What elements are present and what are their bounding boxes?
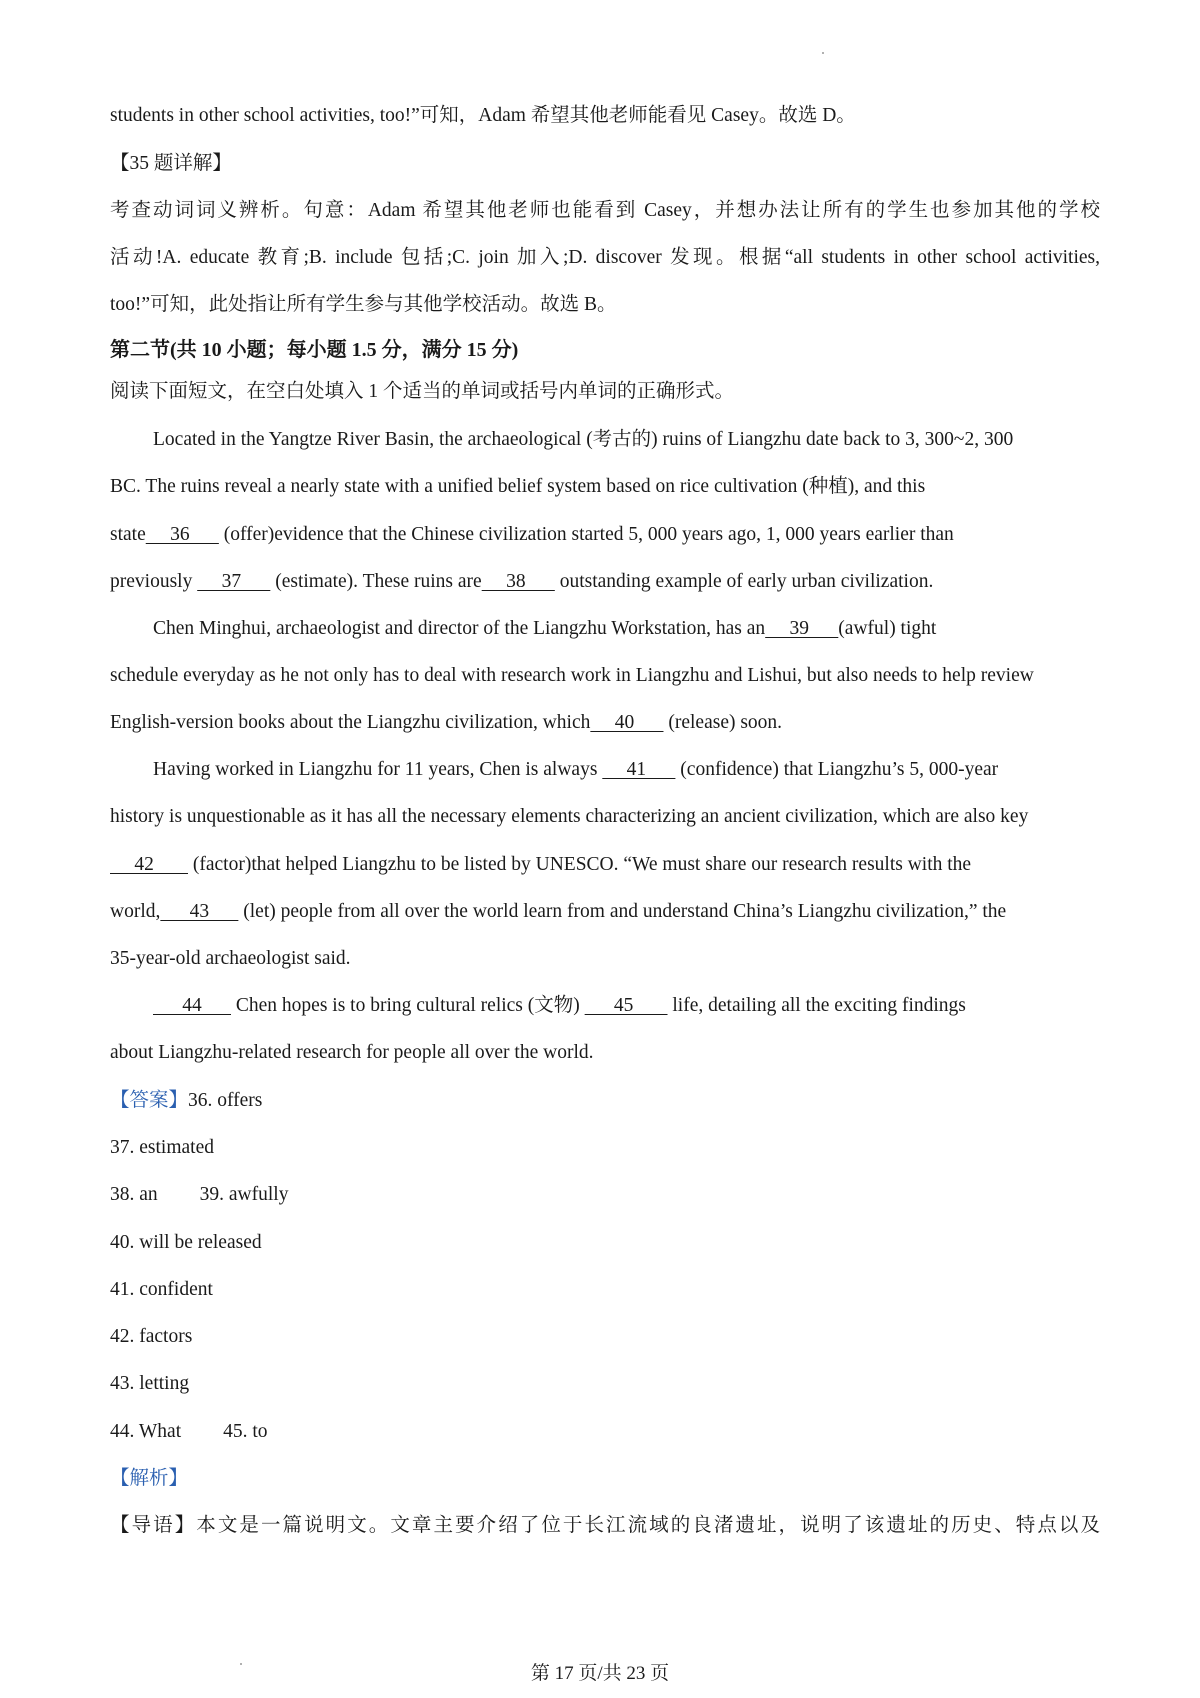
page-footer: 第 17 页/共 23 页	[530, 1663, 670, 1684]
passage-p2-line-1	[153, 617, 936, 641]
text-fragment: (estimate). These ruins are	[270, 571, 482, 592]
guide-line	[110, 1514, 1100, 1538]
answer-37: 37. estimated	[110, 1137, 214, 1158]
passage-p1-line-4	[110, 570, 933, 594]
text-fragment: (let) people from all over the world learn from and understand China’s Liangzhu civilization,” the	[238, 901, 1007, 922]
blank-45: 45	[584, 995, 668, 1016]
text-fragment: (offer)evidence that the Chinese civilization started 5, 000 years ago, 1, 000 years earlier than	[218, 524, 954, 545]
text-fragment: outstanding example of early urban civilization.	[554, 571, 934, 592]
answer-38: 38. an	[110, 1184, 158, 1205]
answer-40: 40. will be released	[110, 1232, 262, 1253]
text-fragment: life, detailing all the exciting findings	[667, 995, 966, 1016]
passage-p3-line-1	[153, 758, 998, 782]
text-fragment: Chen Minghui, archaeologist and director of the Liangzhu Workstation, has an	[153, 618, 766, 639]
passage-p1-line-2: BC. The ruins reveal a nearly state with a unified belief system based on rice cultivation (种植), and this	[110, 476, 926, 497]
text-fragment: world,	[110, 901, 161, 922]
answer-44: 44. What	[110, 1421, 182, 1442]
passage-p3-line-4	[110, 900, 1006, 924]
section-instruction: 阅读下面短文，在空白处填入 1 个适当的单词或括号内单词的正确形式。	[110, 381, 735, 402]
passage-p1-line-1: Located in the Yangtze River Basin, the archaeological (考古的) ruins of Liangzhu date back to 3, 300~2, 300	[153, 429, 1014, 450]
answer-38-39-line	[110, 1183, 288, 1207]
guide-label: 【导语】	[110, 1515, 197, 1536]
blank-37: 37	[197, 571, 271, 592]
answer-45: 45. to	[223, 1421, 268, 1442]
blank-38: 38	[481, 571, 555, 592]
blank-42: 42	[110, 854, 188, 875]
blank-44: 44	[153, 995, 231, 1016]
passage-p3-line-2: history is unquestionable as it has all the necessary elements characterizing an ancient civilization, which are also key	[110, 806, 1029, 827]
text-fragment: English-version books about the Liangzhu civilization, which	[110, 712, 591, 733]
answers-line	[110, 1089, 262, 1113]
blank-36: 36	[145, 524, 219, 545]
answer-41: 41. confident	[110, 1279, 213, 1300]
blank-43: 43	[160, 901, 239, 922]
prev-answer-line: students in other school activities, too!”可知，Adam 希望其他老师能看见 Casey。故选 D。	[110, 105, 856, 126]
answer-39: 39. awfully	[199, 1184, 289, 1205]
guide-text: 本文是一篇说明文。文章主要介绍了位于长江流域的良渚遗址，说明了该遗址的历史、特点以及	[196, 1515, 1100, 1536]
section-title: 第二节(共 10 小题；每小题 1.5 分，满分 15 分)	[110, 339, 519, 361]
q35-line-2: 活动!A. educate 教育;B. include 包括;C. join 加入;D. discover 发现。根据“all students in other school activities,	[110, 247, 1100, 268]
passage-p2-line-2: schedule everyday as he not only has to deal with research work in Liangzhu and Lishui, but also needs to help review	[110, 665, 1034, 686]
text-fragment: previously	[110, 571, 198, 592]
scan-speck	[822, 52, 824, 54]
answer-42: 42. factors	[110, 1326, 193, 1347]
text-fragment: (release) soon.	[663, 712, 783, 733]
passage-p1-line-3	[110, 523, 954, 547]
text-fragment: (awful) tight	[838, 618, 937, 639]
blank-41: 41	[602, 759, 676, 780]
text-fragment: Having worked in Liangzhu for 11 years, Chen is always	[153, 759, 603, 780]
text-fragment: state	[110, 524, 146, 545]
text-fragment: Chen hopes is to bring cultural relics (文物)	[231, 995, 585, 1016]
answer-label: 【答案】	[110, 1090, 189, 1111]
analysis-label: 【解析】	[110, 1468, 189, 1489]
q35-line-1: 考查动词词义辨析。句意：Adam 希望其他老师也能看到 Casey，并想办法让所有的学生也参加其他的学校	[110, 200, 1100, 221]
passage-p4-line-1	[153, 994, 966, 1018]
blank-40: 40	[590, 712, 664, 733]
text-fragment: (confidence) that Liangzhu’s 5, 000-year	[675, 759, 999, 780]
answer-36: 36. offers	[188, 1090, 263, 1111]
answer-43: 43. letting	[110, 1373, 190, 1394]
passage-p3-line-3	[110, 853, 971, 877]
answer-44-45-line	[110, 1420, 268, 1444]
q35-line-3: too!”可知，此处指让所有学生参与其他学校活动。故选 B。	[110, 294, 617, 315]
passage-p4-line-2: about Liangzhu-related research for people all over the world.	[110, 1042, 594, 1063]
text-fragment: (factor)that helped Liangzhu to be listed by UNESCO. “We must share our research results with the	[188, 854, 972, 875]
passage-p3-line-5: 35-year-old archaeologist said.	[110, 948, 351, 969]
q35-heading: 【35 题详解】	[110, 153, 232, 174]
blank-39: 39	[765, 618, 839, 639]
passage-p2-line-3	[110, 711, 782, 735]
